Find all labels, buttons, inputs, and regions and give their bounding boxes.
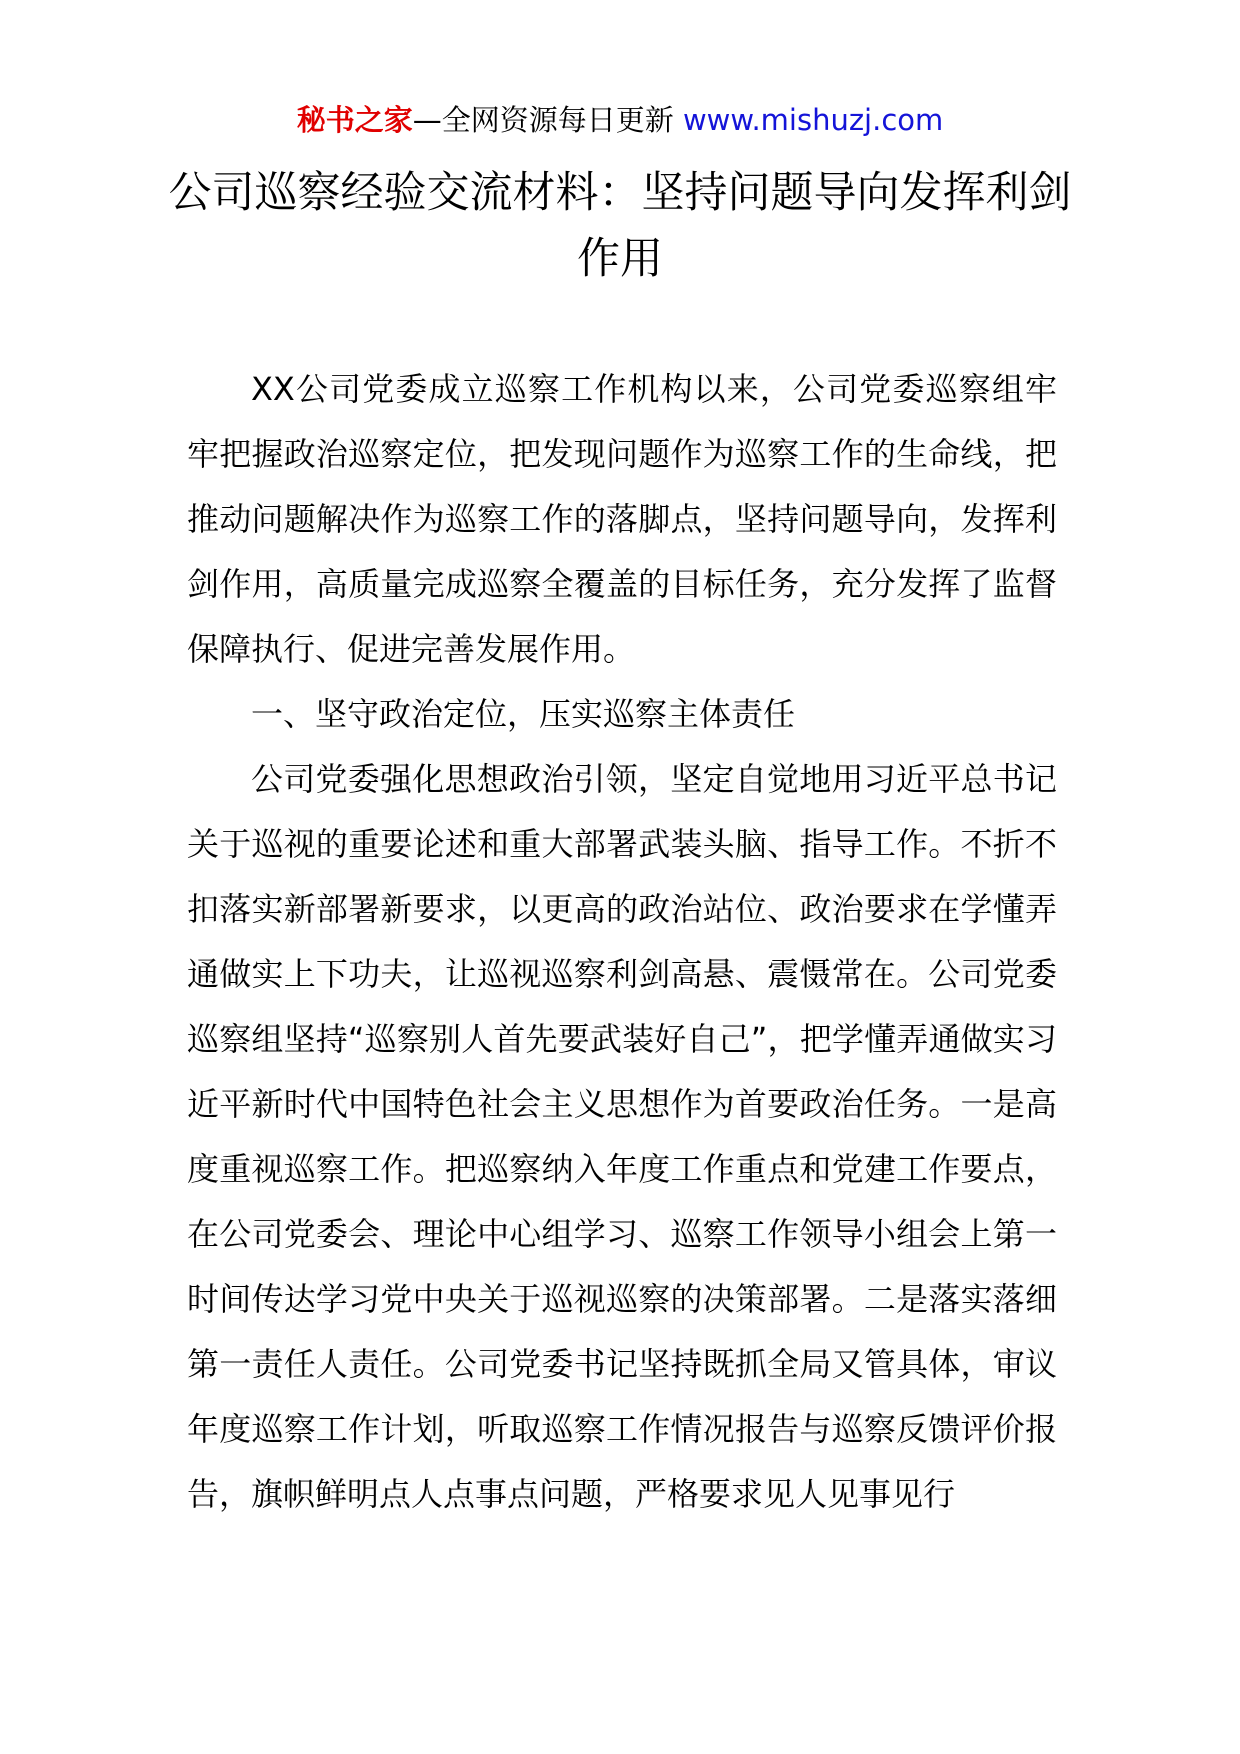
paragraph-body: 公司党委强化思想政治引领，坚定自觉地用习近平总书记关于巡视的重要论述和重大部署武装头脑、指导工作。不折不扣落实新部署新要求，以更高的政治站位、政治要求在学懂弄通做实上下功夫，让巡视巡察利剑高悬、震慑常在。公司党委巡察组坚持“巡察别人首先要武装好自己”，把学懂弄通做实习近平新时代中国特色社会主义思想作为首要政治任务。一是高度重视巡察工作。把巡察纳入年度工作重点和党建工作要点，在公司党委会、理论中心组学习、巡察工作领导小组会上第一时间传达学习党中央关于巡视巡察的决策部署。二是落实落细第一责任人责任。公司党委书记坚持既抓全局又管具体，审议年度巡察工作计划，听取巡察工作情况报告与巡察反馈评价报告，旗帜鲜明点人点事点问题，严格要求见人见事见行 [187, 760, 1057, 1513]
site-url-link[interactable]: www.mishuzj.com [682, 103, 944, 137]
brand-name: 秘书之家 [296, 103, 413, 137]
section-heading-1: 一、坚守政治定位，压实巡察主体责任 [251, 695, 796, 733]
paragraph-intro: XX公司党委成立巡察工作机构以来，公司党委巡察组牢牢把握政治巡察定位，把发现问题作为巡察工作的生命线，把推动问题解决作为巡察工作的落脚点，坚持问题导向，发挥利剑作用，高质量完成巡察全覆盖的目标任务，充分发挥了监督保障执行、促进完善发展作用。 [187, 370, 1057, 668]
document-body [187, 357, 1057, 1527]
header-tagline: —全网资源每日更新 [412, 103, 683, 137]
document-title: 公司巡察经验交流材料：坚持问题导向发挥利剑作用 [168, 168, 1072, 284]
site-header [0, 100, 1240, 140]
